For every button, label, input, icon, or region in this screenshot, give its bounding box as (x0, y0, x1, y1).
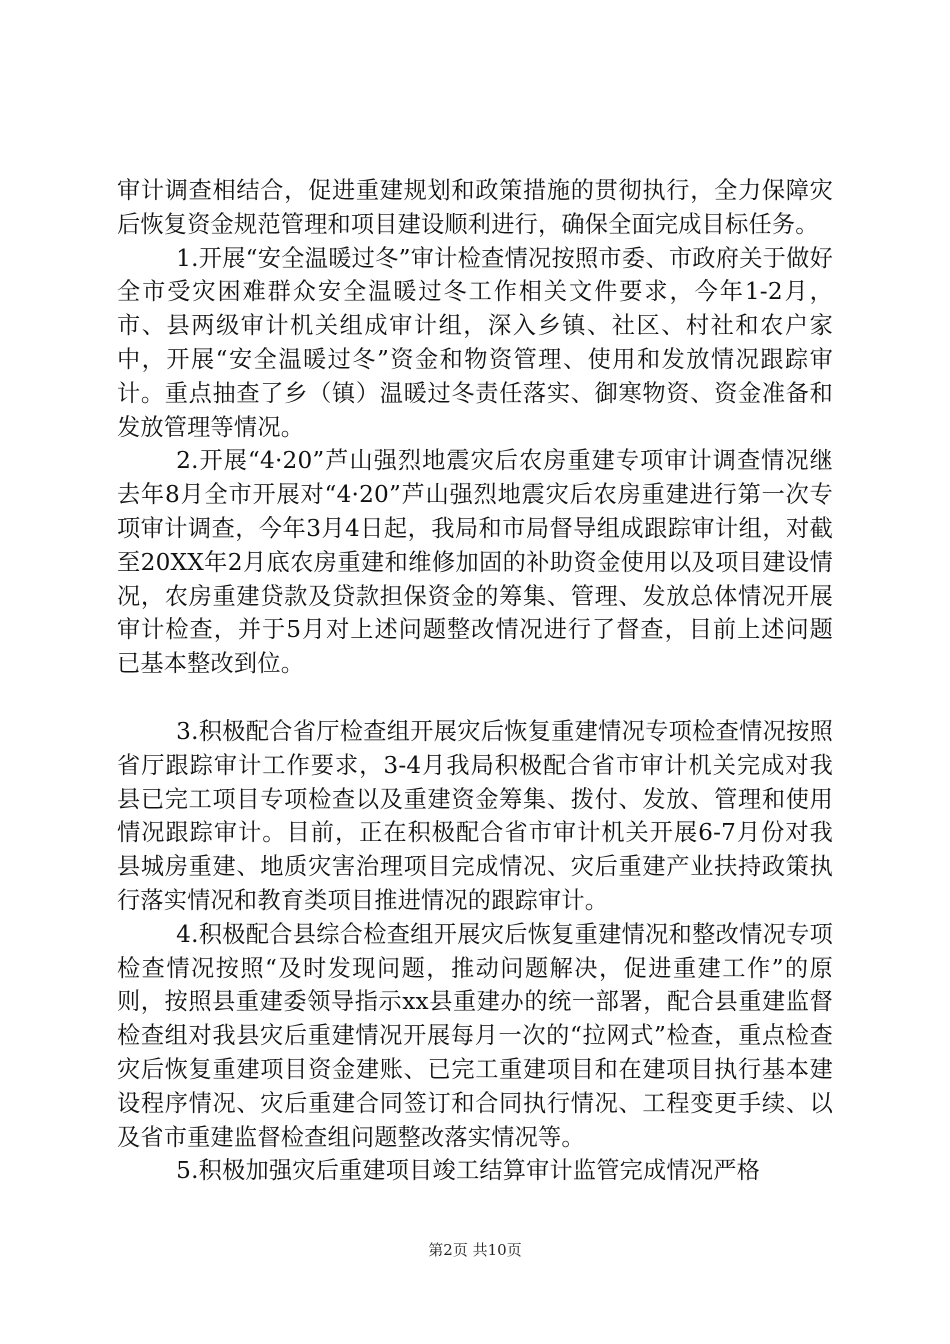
paragraph-item-1: 1.开展“安全温暖过冬”审计检查情况按照市委、市政府关于做好全市受灾困难群众安全温暖过冬工作相关文件要求，今年1-2月，市、县两级审计机关组成审计组，深入乡镇、社区、村社和农户家中，开展“安全温暖过冬”资金和物资管理、使用和发放情况跟踪审计。重点抽查了乡（镇）温暖过冬责任落实、御寒物资、资金准备和发放管理等情况。 (117, 244, 833, 441)
page-number-footer: 第2页 共10页 (428, 1241, 522, 1259)
paragraph-item-3: 3.积极配合省厅检查组开展灾后恢复重建情况专项检查情况按照省厅跟踪审计工作要求，3-4月我局积极配合省市审计机关完成对我县已完工项目专项检查以及重建资金筹集、拨付、发放、管理和使用情况跟踪审计。目前，正在积极配合省市审计机关开展6-7月份对我县城房重建、地质灾害治理项目完成情况、灾后重建产业扶持政策执行落实情况和教育类项目推进情况的跟踪审计。 (117, 717, 833, 914)
paragraph-item-5: 5.积极加强灾后重建项目竣工结算审计监管完成情况严格 (176, 1157, 760, 1185)
paragraph-spacer (117, 681, 833, 715)
paragraph-item-2: 2.开展“4·20”芦山强烈地震灾后农房重建专项审计调查情况继去年8月全市开展对“4·20”芦山强烈地震灾后农房重建进行第一次专项审计调查，今年3月4日起，我局和市局督导组成跟踪审计组，对截至20XX年2月底农房重建和维修加固的补助资金使用以及项目建设情况，农房重建贷款及贷款担保资金的筹集、管理、发放总体情况开展审计检查，并于5月对上述问题整改情况进行了督查，目前上述问题已基本整改到位。 (117, 447, 833, 678)
paragraph-continuation: 审计调查相结合，促进重建规划和政策措施的贯彻执行，全力保障灾后恢复资金规范管理和项目建设顺利进行，确保全面完成目标任务。 (117, 177, 833, 238)
document-body (117, 174, 833, 1188)
paragraph-item-4: 4.积极配合县综合检查组开展灾后恢复重建情况和整改情况专项检查情况按照“及时发现问题，推动问题解决，促进重建工作”的原则，按照县重建委领导指示xx县重建办的统一部署，配合县重建监督检查组对我县灾后重建情况开展每月一次的“拉网式”检查，重点检查灾后恢复重建项目资金建账、已完工重建项目和在建项目执行基本建设程序情况、灾后重建合同签订和合同执行情况、工程变更手续、以及省市重建监督检查组问题整改落实情况等。 (117, 920, 833, 1151)
